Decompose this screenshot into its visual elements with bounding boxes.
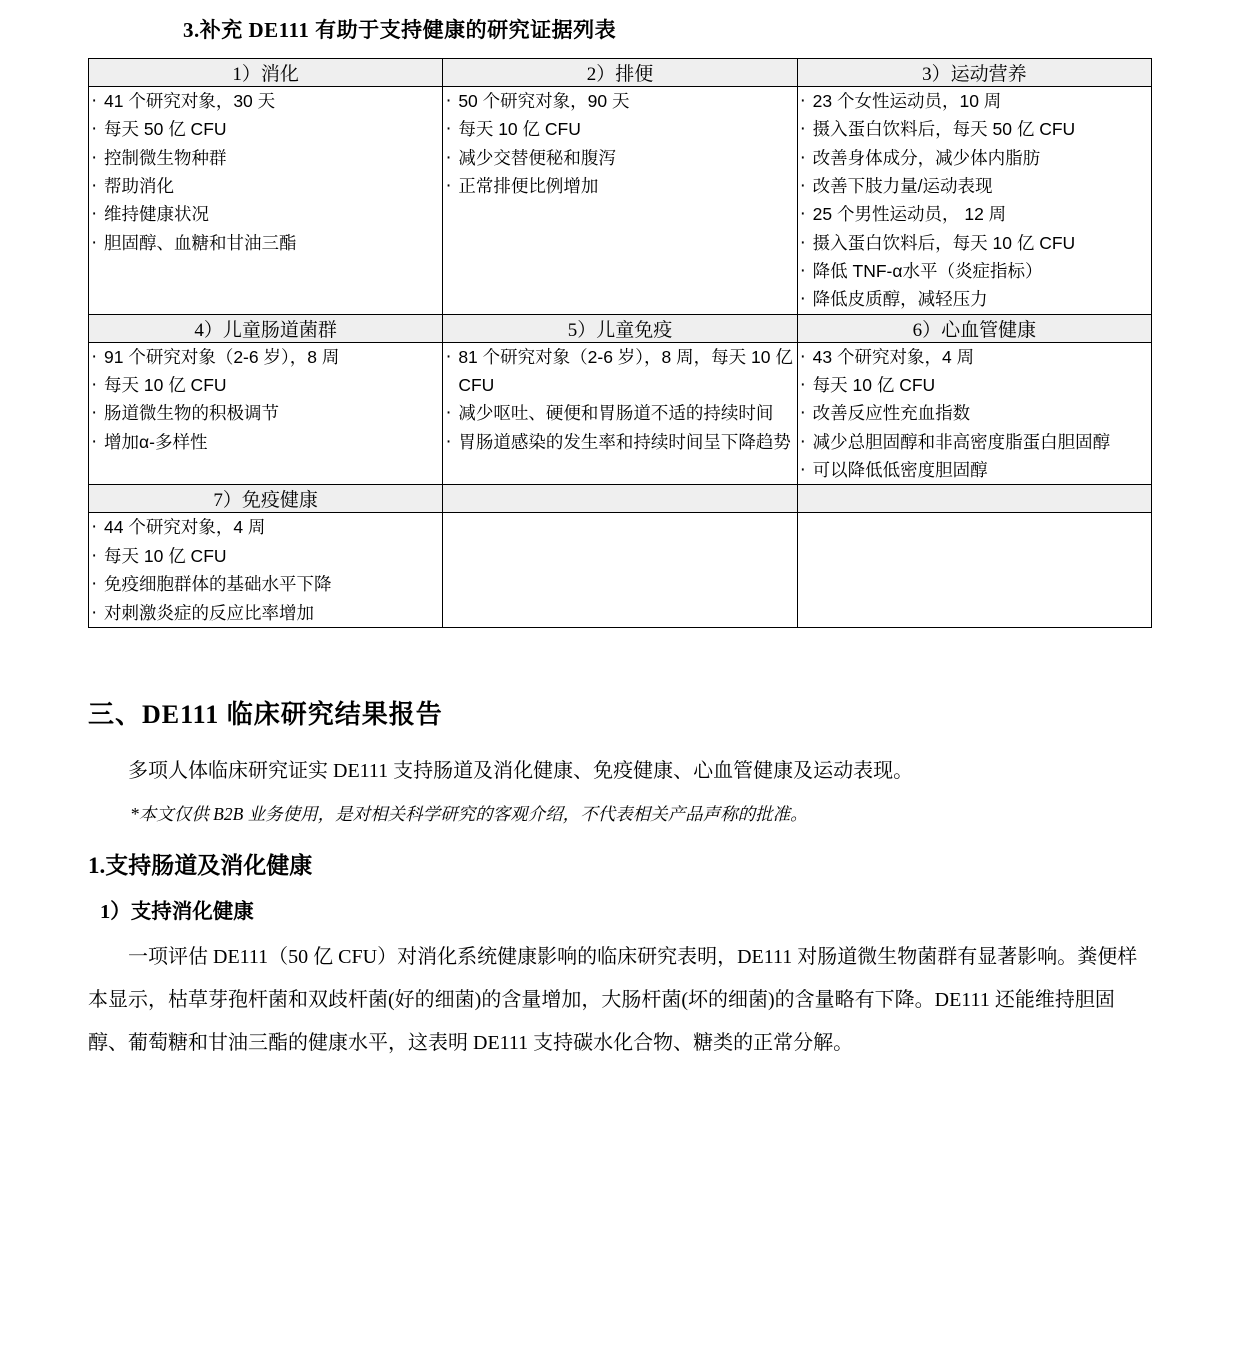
table-header-row	[89, 314, 1152, 342]
list-item: · 每天 50 亿 CFU	[89, 115, 442, 143]
page-title: 3.补充 DE111 有助于支持健康的研究证据列表	[183, 18, 617, 42]
list-item: · 帮助消化	[89, 172, 442, 200]
list-item: · 胆固醇、血糖和甘油三酯	[89, 229, 442, 257]
body-paragraph: 一项评估 DE111（50 亿 CFU）对消化系统健康影响的临床研究表明，DE111 对肠道微生物菌群有显著影响。粪便样本显示，枯草芽孢杆菌和双歧杆菌(好的细菌)的含量增加，大肠杆菌(坏的细菌)的含量略有下降。DE111 还能维持胆固醇、葡萄糖和甘油三酯的健康水平，这表明 DE111 支持碳水化合物、糖类的正常分解。	[88, 946, 1138, 1055]
subsection-heading: 1.支持肠道及消化健康	[88, 853, 313, 879]
table-header-cell: 7）免疫健康	[89, 485, 443, 513]
list-item: · 减少交替便秘和腹泻	[443, 144, 796, 172]
list-item: · 正常排便比例增加	[443, 172, 796, 200]
list-item: · 摄入蛋白饮料后，每天 50 亿 CFU	[798, 115, 1151, 143]
table-cell-empty	[443, 513, 797, 627]
list-item: · 每天 10 亿 CFU	[89, 542, 442, 570]
disclaimer-note: *本文仅供 B2B 业务使用，是对相关科学研究的客观介绍，不代表相关产品声称的批准。	[130, 803, 808, 824]
table-cell	[443, 87, 797, 315]
table-header-row	[89, 485, 1152, 513]
list-item: · 50 个研究对象，90 天	[443, 87, 796, 115]
list-item: · 每天 10 亿 CFU	[89, 371, 442, 399]
list-item: · 改善身体成分，减少体内脂肪	[798, 144, 1151, 172]
list-item: · 控制微生物种群	[89, 144, 442, 172]
list-item: · 增加α-多样性	[89, 428, 442, 456]
item-list	[798, 343, 1151, 485]
list-item: · 23 个女性运动员，10 周	[798, 87, 1151, 115]
list-item: · 每天 10 亿 CFU	[798, 371, 1151, 399]
list-item: · 对刺激炎症的反应比率增加	[89, 599, 442, 627]
list-item: · 41 个研究对象，30 天	[89, 87, 442, 115]
list-item: · 减少呕吐、硬便和胃肠道不适的持续时间	[443, 399, 796, 427]
table-cell	[797, 342, 1151, 485]
table-row	[89, 87, 1152, 315]
table-header-cell: 6）心血管健康	[797, 314, 1151, 342]
table-cell	[89, 87, 443, 315]
list-item: · 减少总胆固醇和非高密度脂蛋白胆固醇	[798, 428, 1151, 456]
list-item: · 降低皮质醇，减轻压力	[798, 285, 1151, 313]
section-spacer	[88, 628, 1152, 694]
item-list	[443, 87, 796, 200]
chapter-intro: 多项人体临床研究证实 DE111 支持肠道及消化健康、免疫健康、心血管健康及运动表现。	[128, 759, 914, 782]
table-cell-empty	[797, 513, 1151, 627]
table-row	[89, 342, 1152, 485]
list-item: · 91 个研究对象（2-6 岁），8 周	[89, 343, 442, 371]
subsection-subheading: 1）支持消化健康	[100, 901, 254, 924]
table-header-cell-empty	[443, 485, 797, 513]
evidence-table	[88, 58, 1152, 628]
table-header-cell: 4）儿童肠道菌群	[89, 314, 443, 342]
item-list	[89, 87, 442, 257]
table-header-cell: 5）儿童免疫	[443, 314, 797, 342]
list-item: · 胃肠道感染的发生率和持续时间呈下降趋势	[443, 428, 796, 456]
table-cell	[89, 513, 443, 627]
table-header-row	[89, 59, 1152, 87]
list-item: · 降低 TNF-α水平（炎症指标）	[798, 257, 1151, 285]
table-header-cell: 3）运动营养	[797, 59, 1151, 87]
table-cell	[443, 342, 797, 485]
table-row	[89, 513, 1152, 627]
table-header-cell: 1）消化	[89, 59, 443, 87]
list-item: · 肠道微生物的积极调节	[89, 399, 442, 427]
item-list	[89, 513, 442, 626]
list-item: · 每天 10 亿 CFU	[443, 115, 796, 143]
list-item: · 81 个研究对象（2-6 岁），8 周，每天 10 亿 CFU	[443, 343, 796, 400]
item-list	[89, 343, 442, 456]
list-item: · 改善反应性充血指数	[798, 399, 1151, 427]
list-item: · 25 个男性运动员， 12 周	[798, 200, 1151, 228]
table-cell	[797, 87, 1151, 315]
list-item: · 44 个研究对象，4 周	[89, 513, 442, 541]
item-list	[443, 343, 796, 456]
table-header-cell-empty	[797, 485, 1151, 513]
item-list	[798, 87, 1151, 314]
list-item: · 免疫细胞群体的基础水平下降	[89, 570, 442, 598]
list-item: · 改善下肢力量/运动表现	[798, 172, 1151, 200]
chapter-heading: 三、DE111 临床研究结果报告	[88, 699, 443, 729]
list-item: · 维持健康状况	[89, 200, 442, 228]
list-item: · 可以降低低密度胆固醇	[798, 456, 1151, 484]
table-cell	[89, 342, 443, 485]
table-header-cell: 2）排便	[443, 59, 797, 87]
list-item: · 摄入蛋白饮料后，每天 10 亿 CFU	[798, 229, 1151, 257]
list-item: · 43 个研究对象，4 周	[798, 343, 1151, 371]
